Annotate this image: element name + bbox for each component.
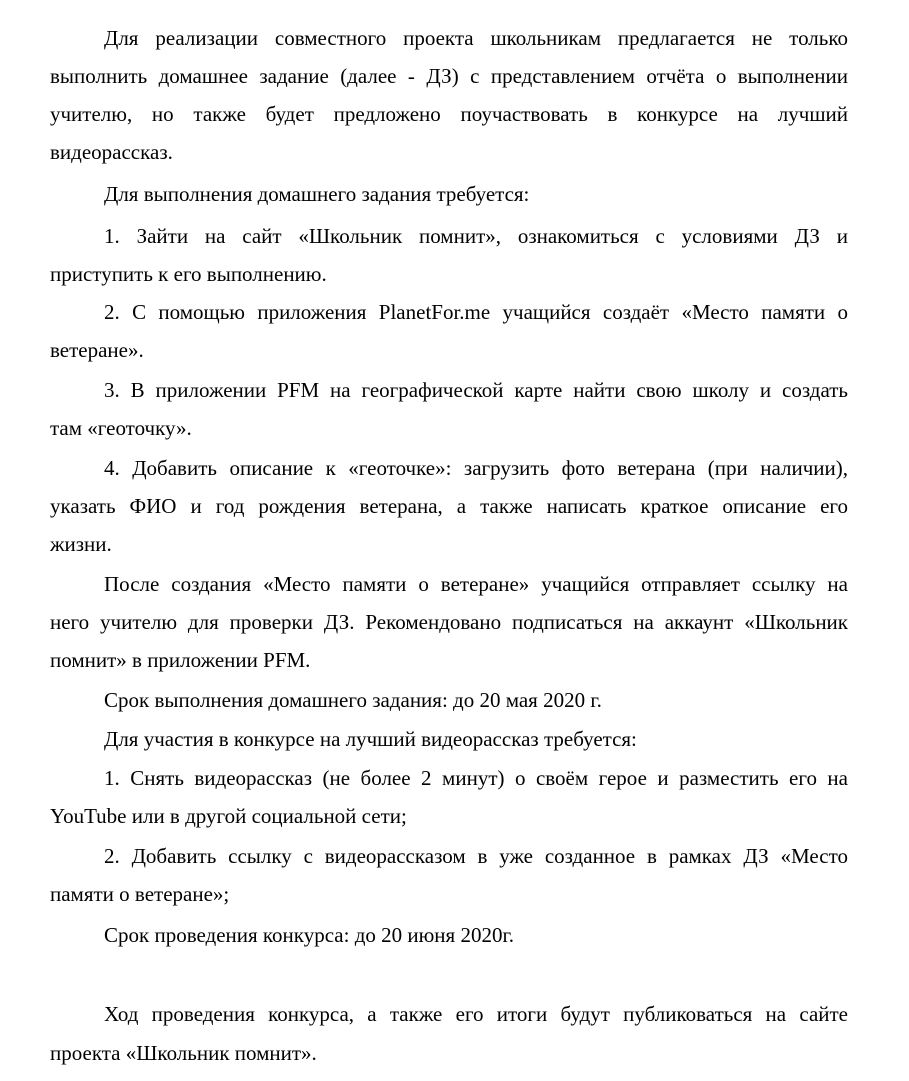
list-item-line: там «геоточку». (50, 416, 192, 440)
list-item-line: 4. Добавить описание к «геоточке»: загрузить фото ветерана (при наличии), (104, 456, 848, 480)
paragraph-line: видеорассказ. (50, 140, 173, 164)
section-heading: Для участия в конкурсе на лучший видеорассказ требуется: (104, 727, 637, 751)
list-item-line: ветеране». (50, 338, 144, 362)
list-item-line: приступить к его выполнению. (50, 262, 327, 286)
paragraph-line: Ход проведения конкурса, а также его итоги будут публиковаться на сайте (104, 1002, 848, 1026)
list-item-line: 2. С помощью приложения PlanetFor.me учащийся создаёт «Место памяти о (104, 300, 848, 324)
list-item-line: 3. В приложении PFM на географической карте найти свою школу и создать (104, 378, 848, 402)
list-item-line: памяти о ветеране»; (50, 882, 230, 906)
paragraph-line: проекта «Школьник помнит». (50, 1041, 317, 1065)
paragraph-line: помнит» в приложении PFM. (50, 648, 311, 672)
section-heading: Для выполнения домашнего задания требуется: (104, 182, 530, 206)
list-item-line: 2. Добавить ссылку с видеорассказом в уже созданное в рамках ДЗ «Место (104, 844, 848, 868)
deadline-text: Срок выполнения домашнего задания: до 20 мая 2020 г. (104, 688, 602, 712)
deadline-text: Срок проведения конкурса: до 20 июня 2020г. (104, 923, 514, 947)
list-item-line: указать ФИО и год рождения ветерана, а также написать краткое описание его (50, 494, 848, 518)
paragraph-line: учителю, но также будет предложено поучаствовать в конкурсе на лучший (50, 102, 848, 126)
list-item-line: 1. Снять видеорассказ (не более 2 минут) о своём герое и разместить его на (104, 766, 848, 790)
paragraph-line: него учителю для проверки ДЗ. Рекомендовано подписаться на аккаунт «Школьник (50, 610, 848, 634)
paragraph-line: Для реализации совместного проекта школьникам предлагается не только (104, 26, 848, 50)
list-item-line: 1. Зайти на сайт «Школьник помнит», ознакомиться с условиями ДЗ и (104, 224, 848, 248)
list-item-line: YouTube или в другой социальной сети; (50, 804, 407, 828)
list-item-line: жизни. (50, 532, 112, 556)
paragraph-line: После создания «Место памяти о ветеране» учащийся отправляет ссылку на (104, 572, 848, 596)
paragraph-line: выполнить домашнее задание (далее - ДЗ) с представлением отчёта о выполнении (50, 64, 848, 88)
